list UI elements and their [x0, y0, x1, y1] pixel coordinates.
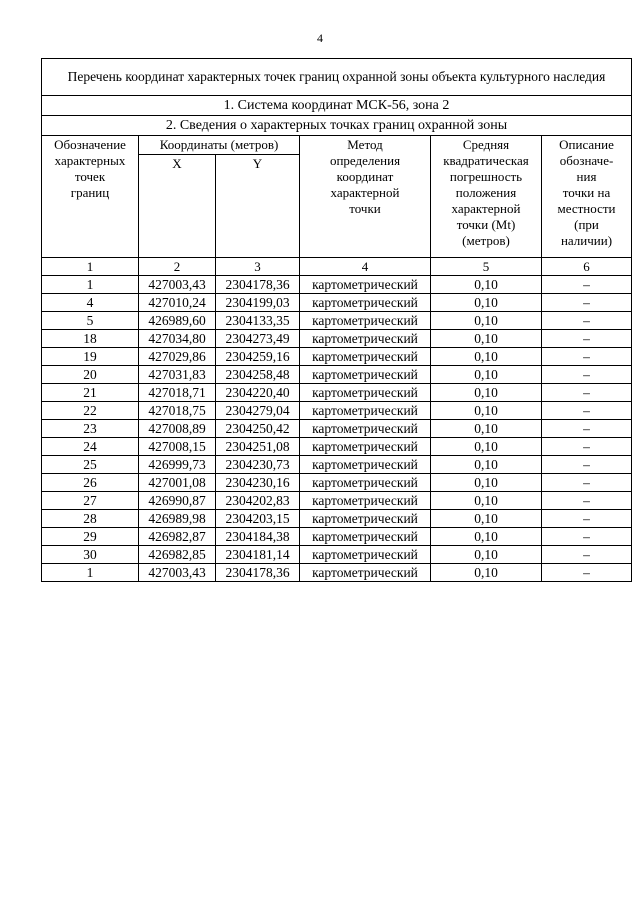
- column-number: 4: [300, 258, 431, 276]
- table-row: [42, 294, 632, 312]
- point-cell: 24: [42, 438, 139, 456]
- y-cell: 2304178,36: [216, 276, 300, 294]
- header-error: Средняя квадратическая погрешность положения характерной точки (Mt) (метров): [431, 136, 542, 258]
- description-cell: –: [542, 564, 632, 582]
- point-cell: 20: [42, 366, 139, 384]
- table-row: [42, 420, 632, 438]
- x-cell: 426989,98: [139, 510, 216, 528]
- y-cell: 2304133,35: [216, 312, 300, 330]
- table-row: [42, 402, 632, 420]
- header-method: Метод определения координат характерной точки: [300, 136, 431, 258]
- point-cell: 26: [42, 474, 139, 492]
- error-cell: 0,10: [431, 402, 542, 420]
- y-cell: 2304273,49: [216, 330, 300, 348]
- error-cell: 0,10: [431, 438, 542, 456]
- description-cell: –: [542, 348, 632, 366]
- error-cell: 0,10: [431, 474, 542, 492]
- description-cell: –: [542, 420, 632, 438]
- error-cell: 0,10: [431, 492, 542, 510]
- x-cell: 426982,85: [139, 546, 216, 564]
- column-number: 6: [542, 258, 632, 276]
- table-row: [42, 366, 632, 384]
- description-cell: –: [542, 276, 632, 294]
- x-cell: 427001,08: [139, 474, 216, 492]
- point-cell: 28: [42, 510, 139, 528]
- error-cell: 0,10: [431, 456, 542, 474]
- description-cell: –: [542, 510, 632, 528]
- description-cell: –: [542, 312, 632, 330]
- header-y: Y: [216, 155, 300, 258]
- x-cell: 427008,89: [139, 420, 216, 438]
- error-cell: 0,10: [431, 510, 542, 528]
- description-cell: –: [542, 528, 632, 546]
- column-numbers-row: [42, 258, 632, 276]
- method-cell: картометрический: [300, 420, 431, 438]
- y-cell: 2304178,36: [216, 564, 300, 582]
- method-cell: картометрический: [300, 456, 431, 474]
- method-cell: картометрический: [300, 366, 431, 384]
- point-cell: 25: [42, 456, 139, 474]
- method-cell: картометрический: [300, 402, 431, 420]
- error-cell: 0,10: [431, 564, 542, 582]
- x-cell: 426989,60: [139, 312, 216, 330]
- method-cell: картометрический: [300, 474, 431, 492]
- y-cell: 2304259,16: [216, 348, 300, 366]
- description-cell: –: [542, 384, 632, 402]
- y-cell: 2304203,15: [216, 510, 300, 528]
- x-cell: 427018,75: [139, 402, 216, 420]
- x-cell: 427029,86: [139, 348, 216, 366]
- x-cell: 427008,15: [139, 438, 216, 456]
- error-cell: 0,10: [431, 366, 542, 384]
- point-cell: 29: [42, 528, 139, 546]
- points-info-section: 2. Сведения о характерных точках границ охранной зоны: [42, 116, 632, 136]
- method-cell: картометрический: [300, 330, 431, 348]
- method-cell: картометрический: [300, 312, 431, 330]
- point-cell: 18: [42, 330, 139, 348]
- point-cell: 1: [42, 564, 139, 582]
- x-cell: 427018,71: [139, 384, 216, 402]
- y-cell: 2304184,38: [216, 528, 300, 546]
- error-cell: 0,10: [431, 330, 542, 348]
- x-cell: 427034,80: [139, 330, 216, 348]
- table-row: [42, 330, 632, 348]
- table-row: [42, 510, 632, 528]
- description-cell: –: [542, 402, 632, 420]
- point-cell: 5: [42, 312, 139, 330]
- point-cell: 23: [42, 420, 139, 438]
- x-cell: 426982,87: [139, 528, 216, 546]
- table-row: [42, 456, 632, 474]
- column-number: 1: [42, 258, 139, 276]
- method-cell: картометрический: [300, 438, 431, 456]
- y-cell: 2304181,14: [216, 546, 300, 564]
- table-row: [42, 492, 632, 510]
- method-cell: картометрический: [300, 528, 431, 546]
- table-row: [42, 276, 632, 294]
- x-cell: 427003,43: [139, 564, 216, 582]
- description-cell: –: [542, 294, 632, 312]
- x-cell: 426990,87: [139, 492, 216, 510]
- header-designation: Обозначение характерных точек границ: [42, 136, 139, 258]
- description-cell: –: [542, 546, 632, 564]
- method-cell: картометрический: [300, 492, 431, 510]
- y-cell: 2304230,16: [216, 474, 300, 492]
- method-cell: картометрический: [300, 510, 431, 528]
- table-row: [42, 348, 632, 366]
- page-number: 4: [317, 31, 323, 45]
- column-number: 5: [431, 258, 542, 276]
- y-cell: 2304250,42: [216, 420, 300, 438]
- y-cell: 2304230,73: [216, 456, 300, 474]
- point-cell: 22: [42, 402, 139, 420]
- point-cell: 4: [42, 294, 139, 312]
- error-cell: 0,10: [431, 420, 542, 438]
- x-cell: 427003,43: [139, 276, 216, 294]
- method-cell: картометрический: [300, 276, 431, 294]
- point-cell: 1: [42, 276, 139, 294]
- header-coordinates: Координаты (метров): [139, 136, 300, 155]
- point-cell: 21: [42, 384, 139, 402]
- error-cell: 0,10: [431, 348, 542, 366]
- description-cell: –: [542, 474, 632, 492]
- method-cell: картометрический: [300, 294, 431, 312]
- column-number: 3: [216, 258, 300, 276]
- table-row: [42, 528, 632, 546]
- error-cell: 0,10: [431, 294, 542, 312]
- description-cell: –: [542, 366, 632, 384]
- method-cell: картометрический: [300, 564, 431, 582]
- method-cell: картометрический: [300, 546, 431, 564]
- error-cell: 0,10: [431, 276, 542, 294]
- point-cell: 30: [42, 546, 139, 564]
- method-cell: картометрический: [300, 384, 431, 402]
- y-cell: 2304220,40: [216, 384, 300, 402]
- x-cell: 426999,73: [139, 456, 216, 474]
- table-row: [42, 312, 632, 330]
- table-row: [42, 384, 632, 402]
- error-cell: 0,10: [431, 546, 542, 564]
- error-cell: 0,10: [431, 312, 542, 330]
- table-row: [42, 474, 632, 492]
- y-cell: 2304202,83: [216, 492, 300, 510]
- description-cell: –: [542, 438, 632, 456]
- table-title: Перечень координат характерных точек границ охранной зоны объекта культурного наследия: [42, 59, 632, 96]
- header-x: X: [139, 155, 216, 258]
- description-cell: –: [542, 492, 632, 510]
- header-description: Описание обозначе- ния точки на местности (при наличии): [542, 136, 632, 258]
- y-cell: 2304251,08: [216, 438, 300, 456]
- coordinate-system-section: 1. Система координат МСК-56, зона 2: [42, 96, 632, 116]
- y-cell: 2304279,04: [216, 402, 300, 420]
- method-cell: картометрический: [300, 348, 431, 366]
- column-number: 2: [139, 258, 216, 276]
- x-cell: 427031,83: [139, 366, 216, 384]
- table-row: [42, 564, 632, 582]
- error-cell: 0,10: [431, 384, 542, 402]
- table-row: [42, 438, 632, 456]
- x-cell: 427010,24: [139, 294, 216, 312]
- table-row: [42, 546, 632, 564]
- description-cell: –: [542, 456, 632, 474]
- point-cell: 27: [42, 492, 139, 510]
- point-cell: 19: [42, 348, 139, 366]
- description-cell: –: [542, 330, 632, 348]
- y-cell: 2304199,03: [216, 294, 300, 312]
- error-cell: 0,10: [431, 528, 542, 546]
- coordinates-table: [41, 58, 632, 582]
- y-cell: 2304258,48: [216, 366, 300, 384]
